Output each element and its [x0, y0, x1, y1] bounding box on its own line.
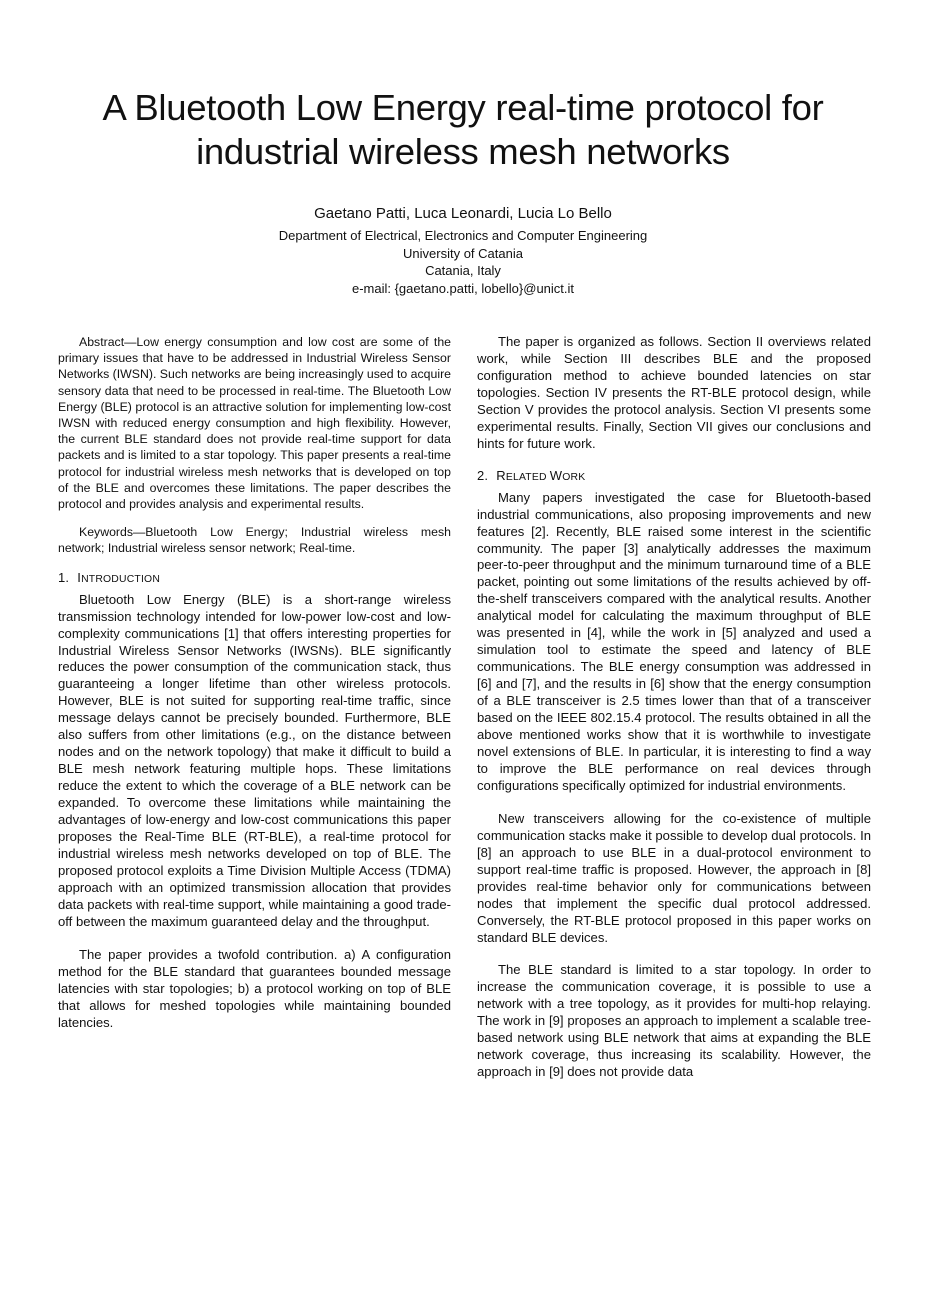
- affiliation-email: e-mail: {gaetano.patti, lobello}@unict.it: [351, 280, 575, 296]
- author-list: Gaetano Patti, Luca Leonardi, Lucia Lo Bello: [314, 205, 612, 222]
- related-paragraph-3: The BLE standard is limited to a star topology. In order to increase the communication coverage, it is possible to use a network with a tree topology, as it provides for multi-hop relaying. The work in [9] proposes an approach to implement a scalable tree-based network using BLE network that aims at expanding the BLE network coverage, thus increasing its scalability. However, the approach in [9] does not provide data: [477, 962, 871, 1080]
- intro-paragraph-3: The paper is organized as follows. Section II overviews related work, while Section III describes BLE and the proposed configuration method to achieve bounded latencies on star topologies. Section IV presents the RT-BLE protocol design, while Section V provides the protocol analysis. Section VI presents some experimental results. Finally, Section VII gives our conclusions and hints for future work.: [477, 334, 871, 451]
- paper-title: [40, 86, 886, 174]
- title-line-2: industrial wireless mesh networks: [196, 131, 730, 172]
- keywords: Keywords—Bluetooth Low Energy; Industrial wireless mesh network; Industrial wireless sensor network; Real-time.: [58, 525, 451, 556]
- left-column: [58, 334, 451, 1031]
- affiliation-city: Catania, Italy: [425, 263, 501, 278]
- affiliation-university: University of Catania: [403, 245, 523, 261]
- related-paragraph-1: Many papers investigated the case for Bluetooth-based industrial communications, also proposing improvements and new features [2]. Recently, BLE raised some interest in the scientific community. The paper [3] analytically addresses the maximum peer-to-peer throughput and the minimum turnaround time of a BLE packet, pointing out some limitations of the results achieved by off-the-shelf transceivers compared with the analytical results. Another analytical model for calculating the maximum throughput of BLE was presented in [4], while the work in [5] analyzed and used a simulation tool to estimate the speed and latency of BLE communications. The BLE energy consumption was addressed in [6] and [7], and the results in [6] show that the energy consumption of a BLE transceiver is 2.5 times lower than that of a transceiver based on the IEEE 802.15.4 protocol. The results obtained in all the above mentioned works show that it is worthwhile to investigate novel extensions of BLE. In particular, it is interesting to find a way to improve the BLE performance on real devices through configurations specifically optimized for industrial environments.: [477, 489, 871, 793]
- section-heading-introduction: 1. INTRODUCTION: [58, 569, 161, 585]
- section-heading-related-work: 2. RELATED WORK: [477, 467, 586, 483]
- intro-paragraph-2: The paper provides a twofold contribution. a) A configuration method for the BLE standard that guarantees bounded message latencies with star topologies; b) a protocol working on top of BLE that allows for meshed topologies while maintaining bounded latencies.: [58, 946, 451, 1030]
- abstract: Abstract—Low energy consumption and low cost are some of the primary issues that have to be addressed in Industrial Wireless Sensor Networks (IWSN). Such networks are being increasingly used to acquire sensory data that need to be processed in real-time. The Bluetooth Low Energy (BLE) protocol is an attractive solution for implementing low-cost IWSN with reduced energy consumption and high flexibility. However, the current BLE standard does not provide real-time support for data packets and is limited to a star topology. This paper presents a real-time protocol for industrial wireless mesh networks that is developed on top of the BLE and overcomes these limitations. The paper describes the protocol and provides analysis and experimental results.: [58, 335, 451, 512]
- title-line-1: A Bluetooth Low Energy real-time protocol for: [102, 87, 824, 128]
- section-number: 2.: [477, 467, 489, 483]
- related-paragraph-2: New transceivers allowing for the co-existence of multiple communication stacks make it possible to develop dual protocols. In [8] an approach to use BLE in a dual-protocol environment to support real-time traffic is proposed. However, the approach in [8] provides real-time behavior only for communications between nodes that implement the specific dual protocol addressed. Conversely, the RT-BLE protocol proposed in this paper works on standard BLE devices.: [477, 810, 871, 945]
- affiliation-department: Department of Electrical, Electronics and Computer Engineering: [278, 228, 648, 243]
- affiliation-block: [40, 227, 886, 297]
- section-number: 1.: [58, 569, 70, 585]
- right-column: [477, 334, 871, 1081]
- intro-paragraph-1: Bluetooth Low Energy (BLE) is a short-range wireless transmission technology intended for low-power low-cost and low-complexity communications [1] that offers interesting properties for Industrial Wireless Sensor Networks (IWSNs). BLE significantly reduces the power consumption of the communication stack, thus guaranteeing a longer lifetime than other wireless protocols. However, BLE is not suited for supporting real-time traffic, since message delays cannot be precisely bounded. Furthermore, BLE also suffers from other limitations (e.g., on the distance between nodes and on the network topology) that make it difficult to build a BLE mesh network featuring multiple hops. These limitations reduce the extent to which the coverage of a BLE network can be expanded. To overcome these limitations while maintaining the advantages of low-energy and low-cost communications this paper proposes the Real-Time BLE (RT-BLE), a real-time protocol for industrial wireless mesh networks developed on top of BLE. The proposed protocol exploits a Time Division Multiple Access (TDMA) approach with an optimized transmission allocation that provides data packets with real-time support, while maintaining a good trade-off between the maximum guaranteed delay and the throughput.: [58, 591, 451, 929]
